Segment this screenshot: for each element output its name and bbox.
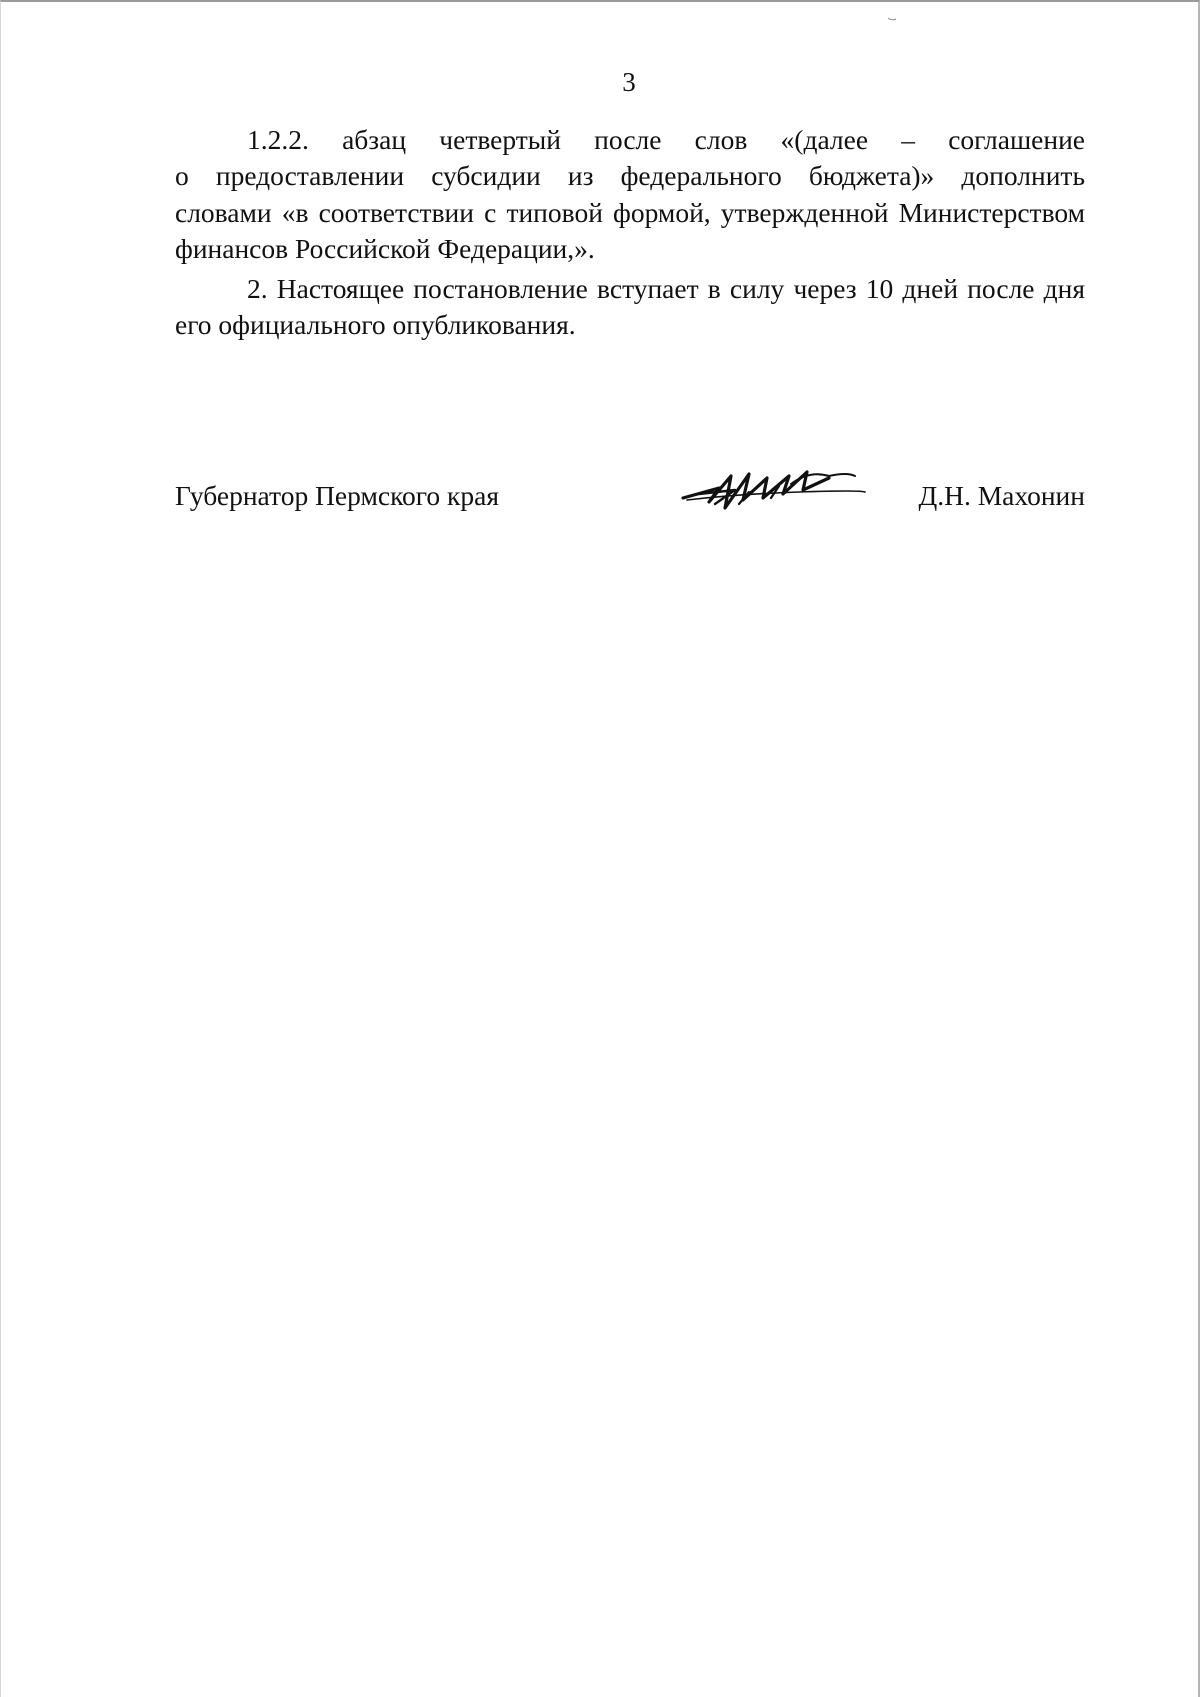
text-line: о предоставлении субсидии из федерального бюджета)» дополнить bbox=[175, 160, 1085, 192]
text-line: его официального опубликования. bbox=[175, 309, 576, 341]
signatory-position: Губернатор Пермского края bbox=[175, 480, 499, 511]
signatory-name: Д.Н. Махонин bbox=[918, 480, 1085, 511]
signature-block bbox=[175, 478, 1085, 518]
page-number: 3 bbox=[622, 67, 636, 97]
paragraph-1-2-2 bbox=[175, 122, 1085, 267]
scan-artifact-mark bbox=[887, 16, 897, 22]
text-line: финансов Российской Федерации,». bbox=[175, 232, 595, 264]
document-body bbox=[175, 122, 1085, 348]
text-line: 2. Настоящее постановление вступает в силу через 10 дней после дня bbox=[247, 273, 1085, 305]
text-line: словами «в соответствии с типовой формой, утвержденной Министерством bbox=[175, 196, 1085, 228]
text-line: 1.2.2. абзац четвертый после слов «(далее – соглашение bbox=[247, 124, 1085, 155]
paragraph-2 bbox=[175, 271, 1085, 344]
